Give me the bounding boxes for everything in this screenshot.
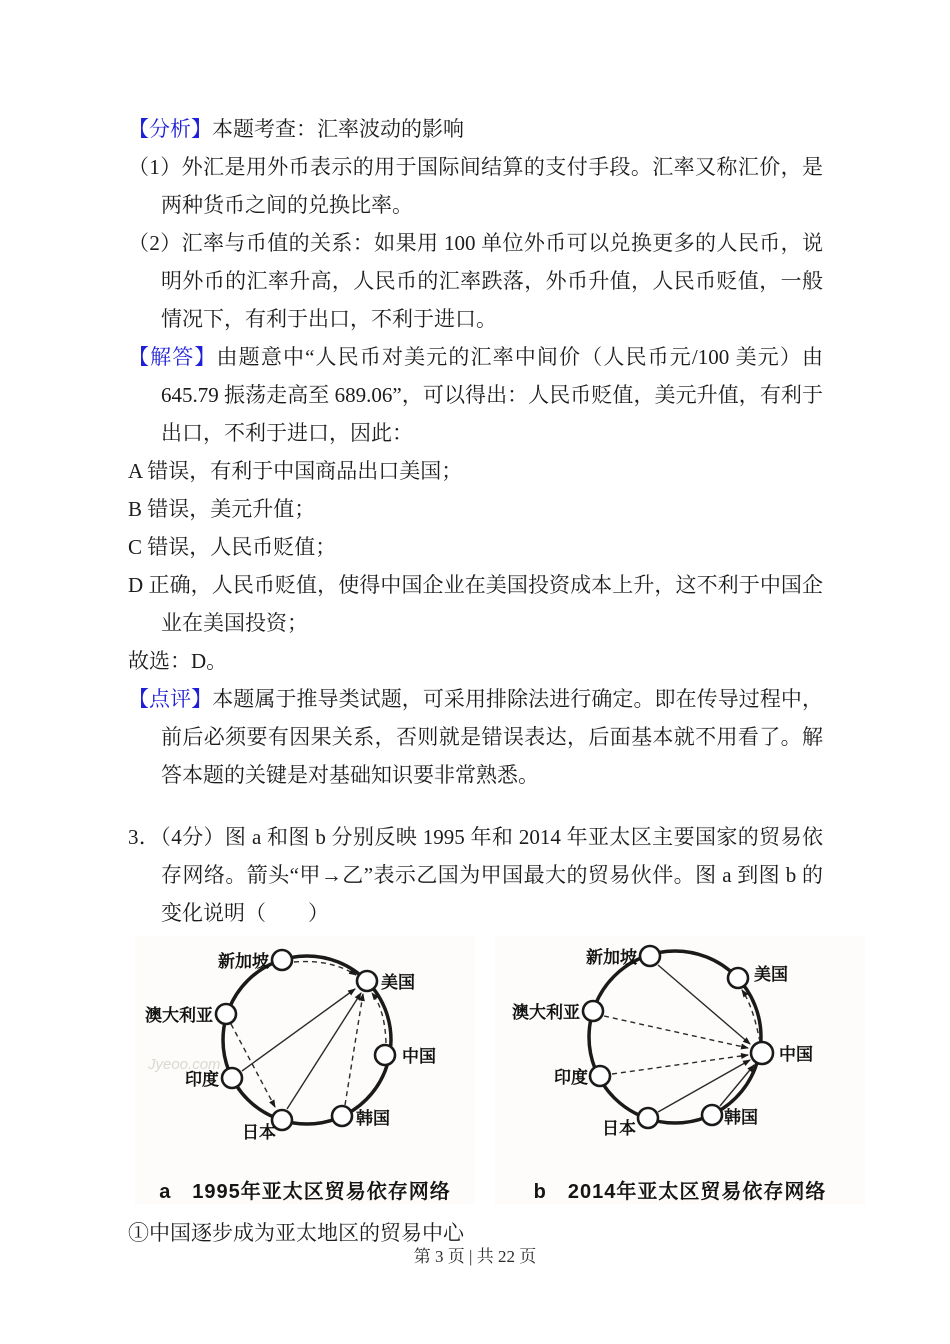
figure-a-caption: a 1995年亚太区贸易依存网络 — [159, 1181, 451, 1203]
figure-a-diagram — [135, 936, 475, 1168]
comment-paragraph — [128, 680, 823, 794]
node-china — [375, 1045, 395, 1065]
label-usa: 美国 — [381, 973, 415, 992]
question-3-text: 3．（4分）图 a 和图 b 分别反映 1995 年和 2014 年亚太区主要国家的贸易依存网络。箭头“甲→乙”表示乙国为甲国最大的贸易伙伴。图 a 到图 b 的变化说明（ ） — [128, 825, 823, 925]
comment-label: 【点评】 — [128, 687, 213, 711]
edge-australia-china — [604, 1016, 748, 1048]
analysis-text: 本题考查：汇率波动的影响 — [212, 117, 464, 141]
label-india: 印度 — [185, 1070, 219, 1089]
label-usa: 美国 — [754, 965, 788, 984]
edge-korea-usa — [345, 994, 363, 1105]
answer-text: 由题意中“人民币对美元的汇率中间价（人民币元/100 美元）由 645.79 振荡走高至 689.06”，可以得出：人民币贬值，美元升值，有利于出口，不利于进口，因此： — [161, 345, 823, 445]
statement-1: ①中国逐步成为亚太地区的贸易中心 — [128, 1221, 464, 1245]
page-content — [128, 110, 827, 1252]
label-singapore: 新加坡 — [586, 948, 637, 967]
figure-b-caption: b 2014年亚太区贸易依存网络 — [533, 1181, 827, 1203]
analysis-label: 【分析】 — [128, 117, 212, 141]
figure-b — [495, 936, 865, 1204]
node-usa — [728, 968, 748, 988]
label-japan: 日本 — [602, 1119, 636, 1138]
figures-row — [135, 936, 827, 1204]
label-singapore: 新加坡 — [218, 952, 269, 971]
node-japan — [638, 1108, 658, 1128]
answer-label: 【解答】 — [128, 345, 217, 369]
node-singapore — [272, 950, 292, 970]
node-singapore — [640, 946, 660, 966]
analysis-point-2: （2）汇率与币值的关系：如果用 100 单位外币可以兑换更多的人民币，说明外币的汇率升高，人民币的汇率跌落，外币升值，人民币贬值，一般情况下，有利于出口，不利于进口。 — [128, 231, 823, 331]
node-india — [590, 1066, 610, 1086]
edge-india-china — [612, 1055, 748, 1074]
edge-japan-usa — [287, 993, 361, 1109]
label-australia: 澳大利亚 — [512, 1003, 580, 1022]
page-footer: 第 3 页 | 共 22 页 — [413, 1247, 537, 1266]
node-india — [222, 1068, 242, 1088]
label-china: 中国 — [402, 1047, 436, 1066]
answer-conclusion: 故选：D。 — [128, 649, 228, 673]
watermark: Jyeoo.com — [148, 1056, 221, 1073]
label-korea: 韩国 — [356, 1109, 390, 1128]
edge-australia-japan — [231, 1024, 275, 1107]
edge-singapore-usa — [294, 962, 356, 975]
label-korea: 韩国 — [724, 1108, 758, 1127]
analysis-point-1: （1）外汇是用外币表示的用于国际间结算的支付手段。汇率又称汇价，是两种货币之间的兑换比率。 — [128, 155, 823, 217]
node-australia — [583, 1001, 603, 1021]
edge-china-usa — [372, 993, 386, 1043]
answer-paragraph — [128, 338, 823, 452]
node-korea — [702, 1105, 722, 1125]
node-usa — [357, 971, 377, 991]
label-india: 印度 — [554, 1068, 588, 1087]
label-china: 中国 — [779, 1045, 813, 1064]
label-japan: 日本 — [242, 1123, 276, 1142]
node-korea — [332, 1106, 352, 1126]
figure-b-diagram — [495, 936, 865, 1168]
comment-text: 本题属于推导类试题，可采用排除法进行确定。即在传导过程中，前后必须要有因果关系，否则就是错误表达，后面基本就不用看了。解答本题的关键是对基础知识要非常熟悉。 — [161, 687, 823, 787]
edge-korea-china — [720, 1065, 754, 1106]
analysis-paragraph — [128, 110, 823, 148]
label-australia: 澳大利亚 — [145, 1006, 213, 1025]
answer-option-b: B 错误，美元升值； — [128, 497, 316, 521]
node-china — [751, 1042, 773, 1064]
answer-option-a: A 错误，有利于中国商品出口美国； — [128, 459, 463, 483]
node-australia — [216, 1004, 236, 1024]
answer-option-d: D 正确，人民币贬值，使得中国企业在美国投资成本上升，这不利于中国企业在美国投资； — [128, 573, 823, 635]
answer-option-c: C 错误，人民币贬值； — [128, 535, 337, 559]
